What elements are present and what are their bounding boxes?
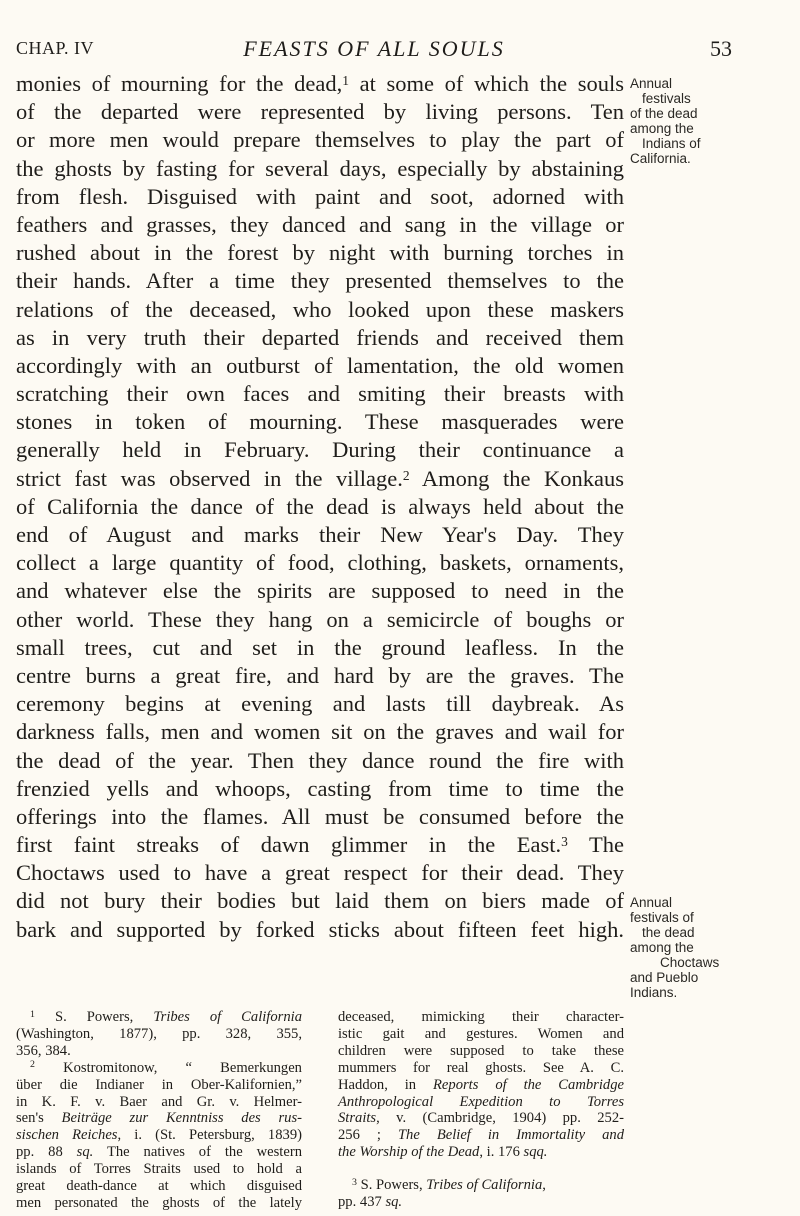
page-number: 53 — [710, 36, 732, 61]
body-line: offerings into the flames. All must be consumed before the — [16, 803, 624, 829]
body-line: rushed about in the forest by night with burning torches in — [16, 240, 624, 266]
footnote-2: $^2$ Kostromitonow, “ Bemerkungen über die Indianer in Ober-Kalifornien,” in K. F. v. Baer and Gr. v. Helmer- sen's Beiträge zur Kenntniss des rus- sischen Reiches, i. (St. Petersburg, 1839) pp. 88 sq. The natives of the western islands of Torres Straits used to hold a great death-dance at which disguised men personated the ghosts of the lately — [16, 1059, 302, 1211]
body-line: of California the dance of the dead is always held about the — [16, 493, 624, 519]
body-line: first faint streaks of dawn glimmer in the East.$^3$ The — [16, 832, 624, 858]
body-line: relations of the deceased, who looked upon these maskers — [16, 296, 624, 322]
footnote-column-left — [16, 1009, 302, 1212]
footnote-3: $^3$ S. Powers, Tribes of California, pp. 437 sq. — [338, 1176, 546, 1211]
footnote-ref: 2 — [402, 467, 410, 483]
body-line: frenzied yells and whoops, casting from time to time the — [16, 775, 624, 801]
body-line: of the departed were represented by living persons. Ten — [16, 99, 624, 125]
body-line: ceremony begins at evening and lasts till daybreak. As — [16, 691, 624, 717]
body-line: scratching their own faces and smiting their breasts with — [16, 381, 624, 407]
body-line: Choctaws used to have a great respect for their dead. They — [16, 860, 624, 886]
body-line: feathers and grasses, they danced and sang in the village or — [16, 211, 624, 237]
footnote-column-right — [338, 1009, 624, 1211]
body-text — [16, 70, 624, 944]
body-line: other world. These they hang on a semicircle of boughs or — [16, 606, 624, 632]
footnote-ref: 3 — [561, 834, 568, 849]
running-title: FEASTS OF ALL SOULS — [243, 36, 505, 61]
body-line: small trees, cut and set in the ground leafless. In the — [16, 634, 624, 660]
body-line: bark and supported by forked sticks about fifteen feet high. — [16, 916, 624, 942]
body-line: and whatever else the spirits are supposed to need in the — [16, 578, 624, 604]
body-line: or more men would prepare themselves to play the part of — [16, 127, 624, 153]
body-line: collect a large quantity of food, clothing, baskets, ornaments, — [16, 550, 624, 576]
body-line: did not bury their bodies but laid them on biers made of — [16, 888, 624, 914]
chapter-label: CHAP. IV — [16, 38, 95, 58]
body-line: as in very truth their departed friends and received them — [16, 324, 624, 350]
body-line: their hands. After a time they presented themselves to the — [16, 268, 624, 294]
body-line: stones in token of mourning. These masquerades were — [16, 409, 624, 435]
footnote-1: $^1$ S. Powers, Tribes of California (Washington, 1877), pp. 328, 355, 356, 384. — [16, 1008, 302, 1059]
footnote-ref: 1 — [342, 72, 349, 88]
body-line: monies of mourning for the dead,$^1$ at some of which the souls — [16, 71, 624, 96]
body-line: strict fast was observed in the village.$^2$ Among the Konkaus — [16, 465, 624, 491]
footnote-2-continued: deceased, mimicking their character- istic gait and gestures. Women and children were supposed to take these mummers for real ghosts. See A. C. Haddon, in Reports of the Cambridge Anthropological Expedition to Torres Straits, v. (Cambridge, 1904) pp. 252- 256 ; The Belief in Immortality and the Worship of the Dead, i. 176 sqq. — [338, 1009, 624, 1161]
margin-note-choctaws: Annual festivals of the dead among the Choctaws and Pueblo Indians. — [630, 895, 720, 1000]
body-line: the ghosts by fasting for several days, especially by abstaining — [16, 155, 624, 181]
body-line: the dead of the year. Then they dance round the fire with — [16, 747, 624, 773]
body-line: generally held in February. During their continuance a — [16, 437, 624, 463]
body-line: end of August and marks their New Year's Day. They — [16, 522, 624, 547]
body-line: accordingly with an outburst of lamentation, the old women — [16, 352, 624, 378]
body-line: centre burns a great fire, and hard by are the graves. The — [16, 662, 624, 688]
margin-note-california: Annual festivals of the dead among the Indians of California. — [630, 76, 701, 166]
body-line: from flesh. Disguised with paint and soot, adorned with — [16, 183, 624, 209]
running-header — [16, 36, 732, 64]
body-line: darkness falls, men and women sit on the graves and wail for — [16, 719, 624, 745]
